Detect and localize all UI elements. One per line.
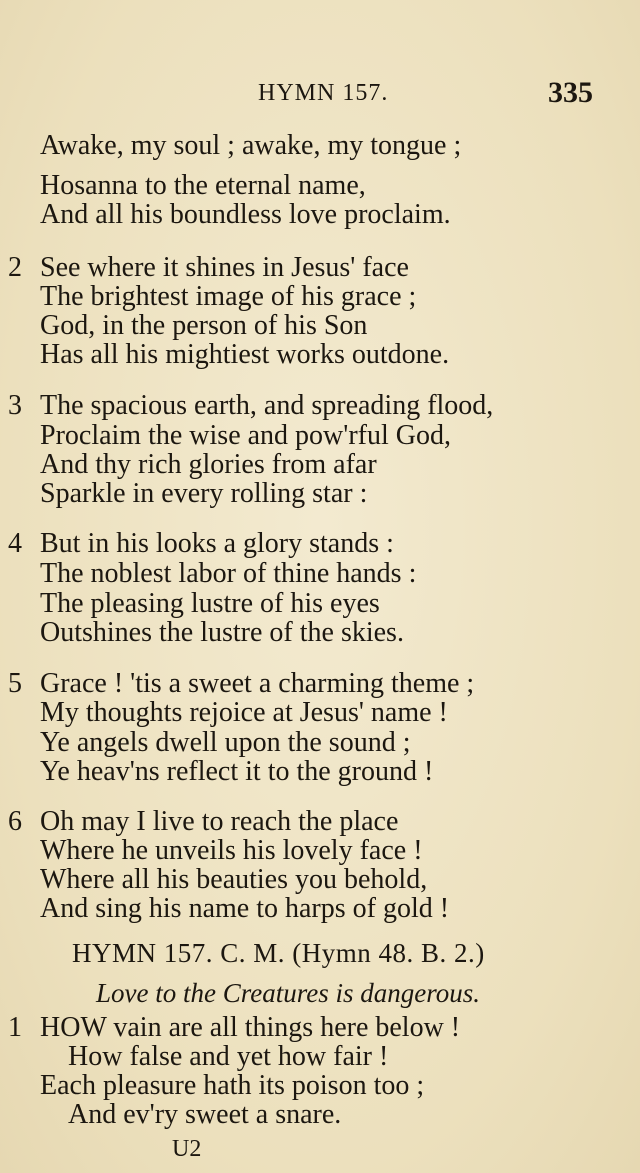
stanza-3-line-2: Proclaim the wise and pow'rful God,	[40, 420, 451, 451]
stanza-5-line-3: Ye angels dwell upon the sound ;	[40, 727, 411, 758]
stanza-6-number: 6	[8, 806, 22, 837]
stanza-5-number: 5	[8, 668, 22, 699]
stanza-4-line-3: The pleasing lustre of his eyes	[40, 588, 380, 619]
stanza-4-line-4: Outshines the lustre of the skies.	[40, 617, 404, 648]
stanza-1-line-2: Hosanna to the eternal name,	[40, 170, 366, 201]
stanza-2-line-2: The brightest image of his grace ;	[40, 281, 417, 312]
stanza-2-number: 2	[8, 252, 22, 283]
stanza-3-line-4: Sparkle in every rolling star :	[40, 478, 368, 509]
stanza-5-line-4: Ye heav'ns reflect it to the ground !	[40, 756, 434, 787]
hymn-2-line-1: HOW vain are all things here below !	[40, 1012, 461, 1043]
stanza-5-line-1: Grace ! 'tis a sweet a charming theme ;	[40, 668, 475, 699]
stanza-3-number: 3	[8, 390, 22, 421]
stanza-6-line-2: Where he unveils his lovely face !	[40, 835, 423, 866]
page-number: 335	[548, 76, 593, 109]
stanza-4-line-2: The noblest labor of thine hands :	[40, 558, 417, 589]
stanza-3-line-1: The spacious earth, and spreading flood,	[40, 390, 494, 421]
stanza-6-line-1: Oh may I live to reach the place	[40, 806, 399, 837]
running-title: HYMN 157.	[258, 80, 389, 106]
stanza-6-line-4: And sing his name to harps of gold !	[40, 893, 450, 924]
stanza-1-line-1: Awake, my soul ; awake, my tongue ;	[40, 130, 462, 161]
signature-mark: U2	[172, 1136, 202, 1162]
stanza-3-line-3: And thy rich glories from afar	[40, 449, 377, 480]
hymn-heading: HYMN 157. C. M. (Hymn 48. B. 2.)	[72, 938, 485, 968]
hymn-subtitle: Love to the Creatures is dangerous.	[96, 978, 480, 1008]
stanza-6-line-3: Where all his beauties you behold,	[40, 864, 428, 895]
hymn-2-stanza-number: 1	[8, 1012, 22, 1043]
hymn-2-line-3: Each pleasure hath its poison too ;	[40, 1070, 425, 1101]
running-head	[0, 76, 640, 116]
stanza-2-line-3: God, in the person of his Son	[40, 310, 368, 341]
stanza-5-line-2: My thoughts rejoice at Jesus' name !	[40, 697, 448, 728]
stanza-2-line-1: See where it shines in Jesus' face	[40, 252, 409, 283]
stanza-4-line-1: But in his looks a glory stands :	[40, 528, 394, 559]
stanza-2-line-4: Has all his mightiest works outdone.	[40, 339, 450, 370]
hymn-2-line-2: How false and yet how fair !	[68, 1041, 389, 1072]
hymn-2-line-4: And ev'ry sweet a snare.	[68, 1099, 342, 1130]
stanza-1-line-3: And all his boundless love proclaim.	[40, 199, 451, 230]
stanza-4-number: 4	[8, 528, 22, 559]
